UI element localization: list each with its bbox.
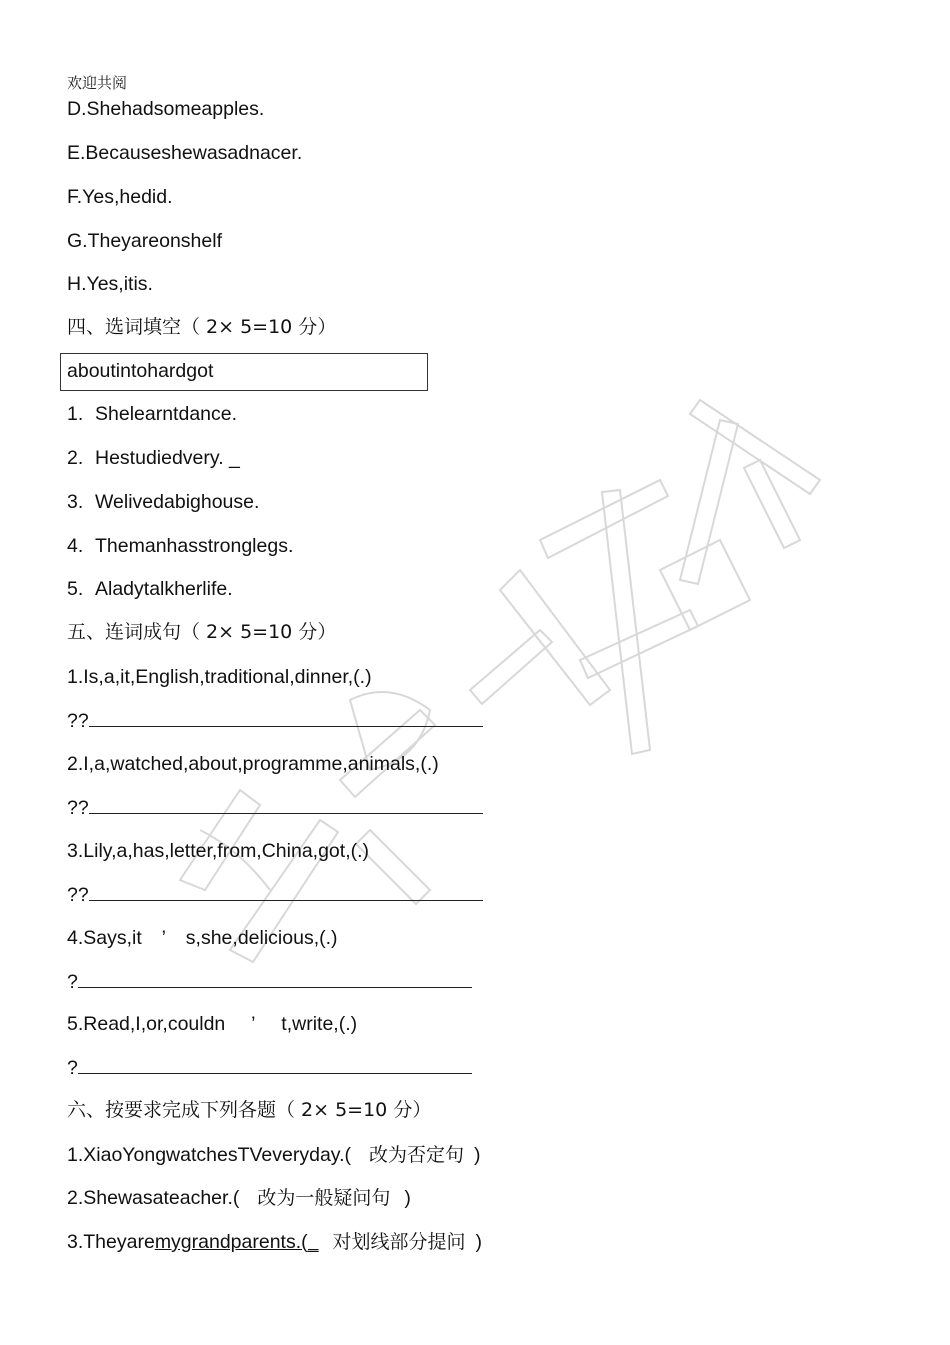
section4-title: 四、选词填空（ 2× 5=10 分） (67, 316, 337, 338)
answer-blank[interactable] (78, 1055, 472, 1074)
section4-item (67, 446, 240, 470)
prompt-part: 4.Says,it (67, 927, 142, 949)
section5-prompt: 2.I,a,watched,about,programme,animals,(.) (67, 753, 439, 775)
answer-blank[interactable] (89, 795, 483, 814)
word-box-text: aboutintohardgot (67, 360, 214, 382)
item-instruction: 改为否定句 (369, 1144, 465, 1166)
page-header: 欢迎共阅 (67, 74, 128, 92)
item-text: Aladytalkherlife. (95, 578, 233, 600)
word-box (60, 353, 428, 391)
prompt-part: s,she,delicious,(.) (185, 927, 338, 949)
section6-item (67, 1143, 481, 1167)
item-number: 2. (67, 447, 84, 469)
answer-blank[interactable] (89, 708, 483, 727)
section6-item (67, 1186, 411, 1210)
option-g: G.Theyareonshelf (67, 230, 223, 252)
answer-prefix: ?? (67, 710, 89, 732)
section6-title: 六、按要求完成下列各题（ 2× 5=10 分） (67, 1099, 432, 1121)
answer-line[interactable] (67, 1055, 472, 1080)
section5-title: 五、连词成句（ 2× 5=10 分） (67, 621, 337, 643)
item-text: 1.XiaoYongwatchesTVeveryday.( (67, 1144, 352, 1166)
section5-prompt (67, 926, 338, 950)
answer-blank[interactable] (78, 969, 472, 988)
answer-line[interactable] (67, 795, 483, 820)
section4-item (67, 534, 293, 558)
item-text: Hestudiedvery. _ (95, 447, 240, 469)
item-instruction: 改为一般疑问句 (257, 1187, 391, 1209)
option-d: D.Shehadsomeapples. (67, 98, 265, 120)
close-paren: ) (474, 1144, 481, 1166)
section4-item (67, 402, 237, 426)
item-number: 3. (67, 491, 84, 513)
section6-item (67, 1230, 482, 1254)
apostrophe: ’ (161, 927, 166, 949)
item-text: 3.Theyare (67, 1231, 155, 1253)
item-text: Welivedabighouse. (95, 491, 260, 513)
item-text: Themanhasstronglegs. (95, 535, 294, 557)
underlined-text: mygrandparents.(_ (154, 1231, 319, 1253)
prompt-part: 5.Read,I,or,couldn (67, 1013, 226, 1035)
option-f: F.Yes,hedid. (67, 186, 173, 208)
answer-prefix: ?? (67, 797, 89, 819)
answer-prefix: ? (67, 971, 78, 993)
item-number: 1. (67, 403, 84, 425)
answer-prefix: ? (67, 1057, 78, 1079)
apostrophe: ’ (251, 1013, 256, 1035)
option-h: H.Yes,itis. (67, 273, 153, 295)
section5-prompt (67, 1012, 357, 1036)
item-number: 4. (67, 535, 84, 557)
section5-prompt: 3.Lily,a,has,letter,from,China,got,(.) (67, 840, 370, 862)
section4-item (67, 577, 233, 601)
answer-line[interactable] (67, 969, 472, 994)
section5-prompt: 1.Is,a,it,English,traditional,dinner,(.) (67, 666, 372, 688)
close-paren: ) (404, 1187, 411, 1209)
prompt-part: t,write,(.) (281, 1013, 358, 1035)
answer-blank[interactable] (89, 882, 483, 901)
answer-line[interactable] (67, 708, 483, 733)
section4-item (67, 490, 259, 514)
item-text: Shelearntdance. (95, 403, 238, 425)
item-instruction: 对划线部分提问 (332, 1231, 466, 1253)
item-text: 2.Shewasateacher.( (67, 1187, 240, 1209)
item-number: 5. (67, 578, 84, 600)
option-e: E.Becauseshewasadnacer. (67, 142, 303, 164)
close-paren: ) (475, 1231, 482, 1253)
answer-line[interactable] (67, 882, 483, 907)
answer-prefix: ?? (67, 884, 89, 906)
